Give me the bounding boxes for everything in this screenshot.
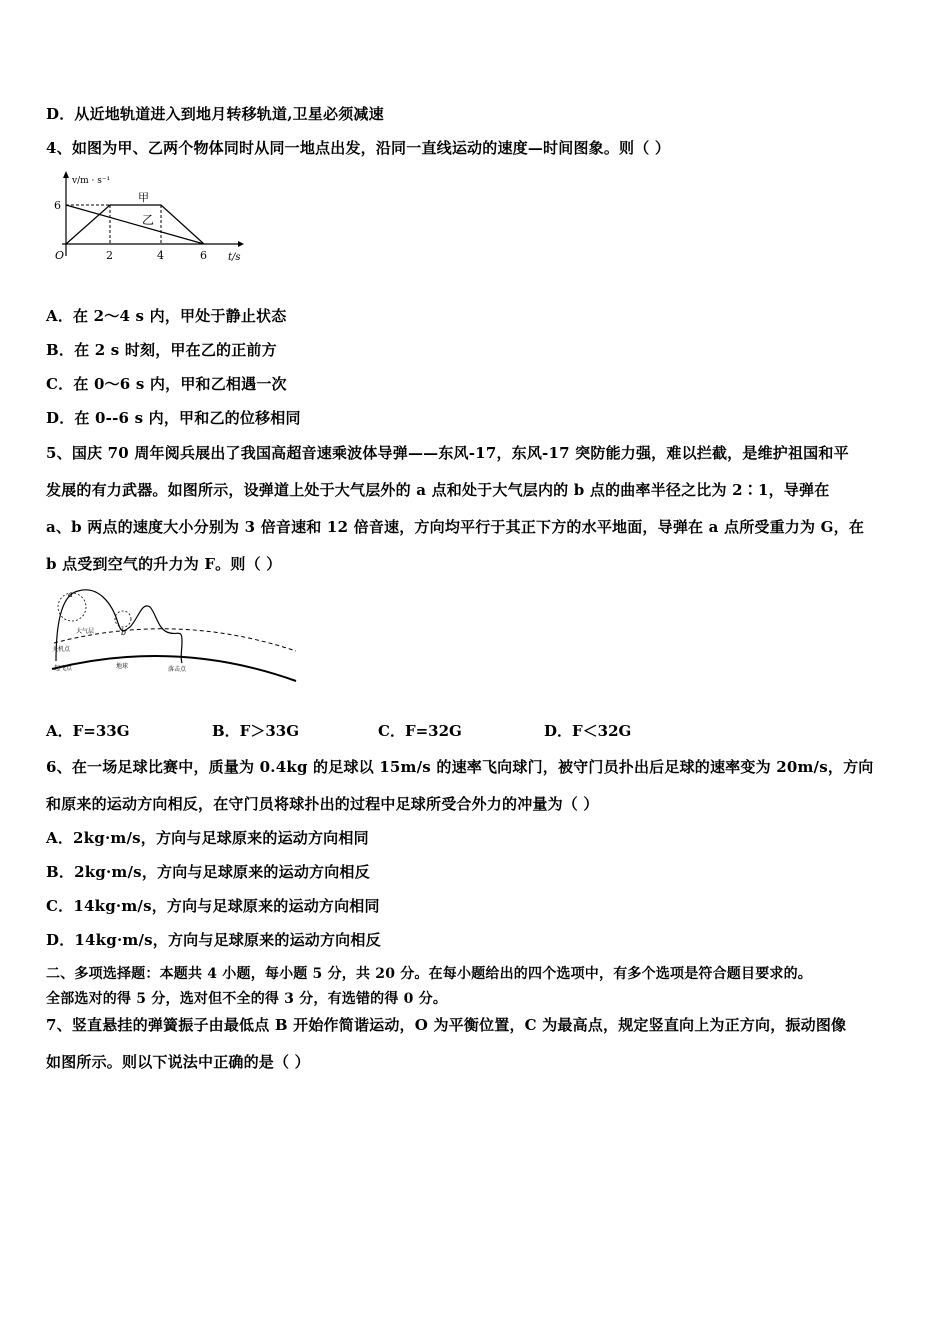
q6-option-d: D．14kg·m/s，方向与足球原来的运动方向相反: [46, 931, 381, 949]
launch-point-label: 起飞点: [54, 665, 73, 672]
q4-option-a: A．在 2～4 s 内，甲处于静止状态: [46, 307, 287, 325]
q7-stem-1: 7、竖直悬挂的弹簧振子由最低点 B 开始作简谐运动，O 为平衡位置，C 为最高点，规定竖直向上为正方向，振动图像: [46, 1016, 847, 1034]
label-jia: 甲: [138, 191, 149, 204]
q4-option-b: B．在 2 s 时刻，甲在乙的正前方: [46, 341, 277, 359]
q5-option-c: C．F=32G: [378, 722, 462, 740]
q4-option-d: D．在 0--6 s 内，甲和乙的位移相同: [46, 409, 301, 427]
q5-stem-4: b 点受到空气的升力为 F。则（ ）: [46, 555, 282, 573]
x-tick-4: 4: [157, 249, 164, 262]
q7-stem-2: 如图所示。则以下说法中正确的是（ ）: [46, 1053, 310, 1071]
q5-stem-3: a、b 两点的速度大小分别为 3 倍音速和 12 倍音速，方向均平行于其正下方的水平地面，导弹在 a 点所受重力为 G，在: [46, 518, 865, 536]
q4-stem: 4、如图为甲、乙两个物体同时从同一地点出发，沿同一直线运动的速度—时间图象。则（ ）: [46, 139, 671, 157]
section-2-heading-1: 二、多项选择题：本题共 4 小题，每小题 5 分，共 20 分。在每小题给出的四个选项中，有多个选项是符合题目要求的。: [46, 966, 813, 982]
q5-option-b: B．F＞33G: [212, 722, 300, 740]
q5-stem-1: 5、国庆 70 周年阅兵展出了我国高超音速乘波体导弹——东风-17，东风-17 突防能力强，难以拦截，是维护祖国和平: [46, 444, 849, 462]
section-2-heading-2: 全部选对的得 5 分，选对但不全的得 3 分，有选错的得 0 分。: [46, 991, 448, 1007]
atmosphere-label: 大气层: [76, 628, 95, 635]
x-tick-2: 2: [106, 249, 113, 262]
q6-stem-1: 6、在一场足球比赛中，质量为 0.4kg 的足球以 15m/s 的速率飞向球门，被守门员扑出后足球的速率变为 20m/s，方向: [46, 758, 874, 776]
earth-label: 地球: [116, 663, 129, 670]
y-axis-label: v/m · s⁻¹: [72, 176, 111, 186]
point-b-label: b: [121, 628, 127, 637]
q3-option-d: D．从近地轨道进入到地月转移轨道,卫星必须减速: [46, 105, 384, 123]
q6-option-b: B．2kg·m/s，方向与足球原来的运动方向相反: [46, 863, 370, 881]
q5-options: [46, 720, 710, 741]
q6-option-a: A．2kg·m/s，方向与足球原来的运动方向相同: [46, 829, 369, 847]
q6-option-c: C．14kg·m/s，方向与足球原来的运动方向相同: [46, 897, 380, 915]
origin-label: O: [55, 249, 65, 262]
point-a-label: a: [68, 590, 73, 599]
q5-stem-2: 发展的有力武器。如图所示，设弹道上处于大气层外的 a 点和处于大气层内的 b 点的曲率半径之比为 2∶1，导弹在: [46, 481, 830, 499]
q5-option-a: A．F=33G: [46, 722, 130, 740]
shutdown-point-label: 关机点: [52, 646, 71, 653]
y-tick-6: 6: [54, 199, 61, 212]
q4-option-c: C．在 0～6 s 内，甲和乙相遇一次: [46, 375, 287, 393]
impact-point-label: 落击点: [168, 666, 187, 673]
vt-graph: [48, 168, 248, 268]
x-tick-6: 6: [200, 249, 207, 262]
x-axis-label: t/s: [228, 252, 241, 263]
missile-trajectory-figure: [46, 583, 300, 685]
q6-stem-2: 和原来的运动方向相反，在守门员将球扑出的过程中足球所受合外力的冲量为（ ）: [46, 795, 599, 813]
q5-option-d: D．F＜32G: [544, 722, 632, 740]
label-yi: 乙: [142, 213, 155, 227]
